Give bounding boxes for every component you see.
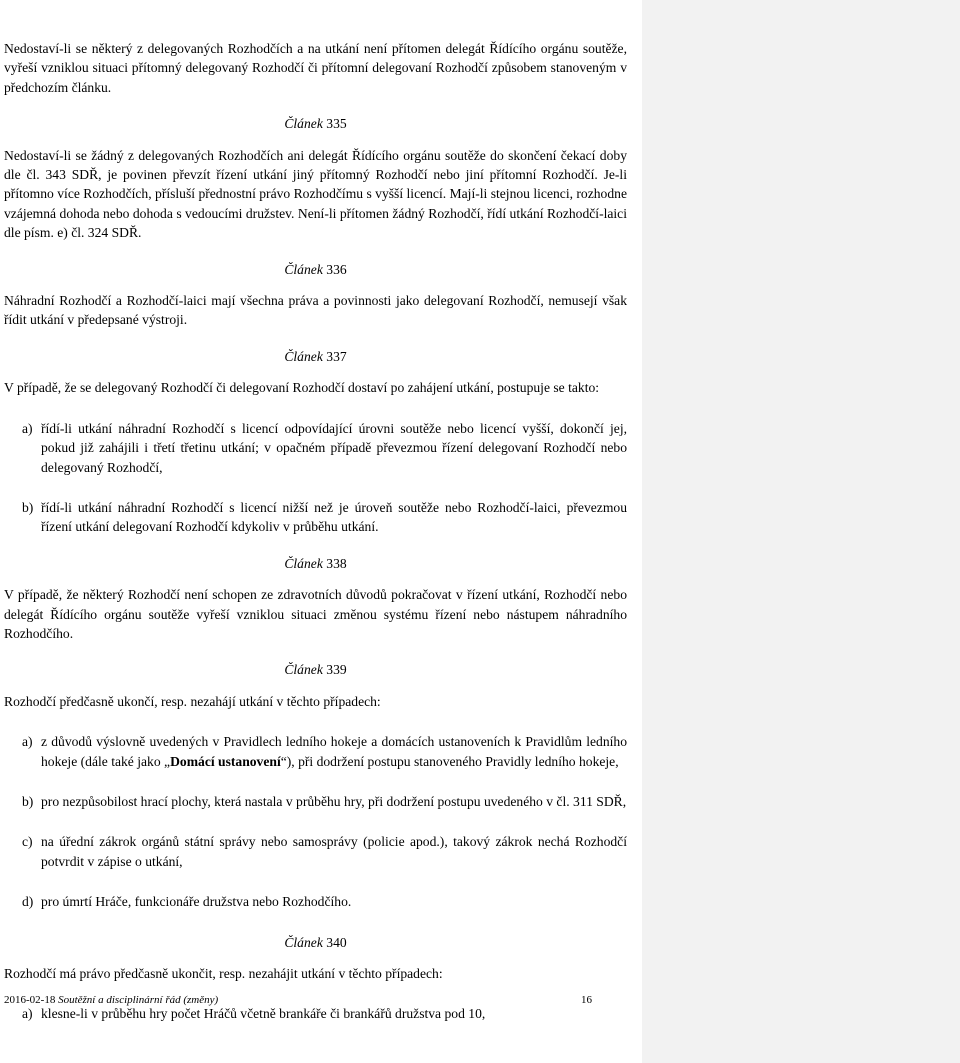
article-338-heading <box>4 554 627 573</box>
article-label: Článek <box>284 116 323 132</box>
page-number: 16 <box>581 994 592 1006</box>
article-label: Článek <box>284 261 323 277</box>
list-item-text: řídí-li utkání náhradní Rozhodčí s licencí odpovídající úrovni soutěže nebo licencí vyšší, dokončí jej, pokud již zahájili i třetí třetinu utkání; v opačném případě převezmou řízení delegovaní Rozhodčí nebo delegovaný Rozhodčí, <box>41 420 627 475</box>
intro-paragraph: Nedostaví-li se některý z delegovaných Rozhodčích a na utkání není přítomen delegát Řídícího orgánu soutěže, vyřeší vzniklou situaci přítomný delegovaný Rozhodčí či přítomní delegovaní Rozhodčí způsobem stanoveným v předchozím článku. <box>4 41 627 95</box>
comment-margin-pane <box>642 0 960 1063</box>
article-number: 337 <box>326 348 347 364</box>
article-340-heading <box>4 933 627 952</box>
list-item-text: pro nezpůsobilost hrací plochy, která nastala v průběhu hry, při dodržení postupu uvedeného v čl. 311 SDŘ, <box>41 793 627 809</box>
article-340-text: Rozhodčí má právo předčasně ukončit, resp. nezahájit utkání v těchto případech: <box>4 966 443 981</box>
list-item-text: řídí-li utkání náhradní Rozhodčí s licencí nižší než je úroveň soutěže nebo Rozhodčí-laici, převezmou řízení utkání delegovaní Rozhodčí kdykoliv v průběhu utkání. <box>41 499 627 535</box>
article-number: 338 <box>326 555 347 571</box>
list-item-text <box>41 732 627 771</box>
list-item-text: pro úmrtí Hráče, funkcionáře družstva nebo Rozhodčího. <box>41 894 352 910</box>
article-label: Článek <box>284 934 323 950</box>
list-item-text: klesne-li v průběhu hry počet Hráčů včetně brankáře či brankářů družstva pod 10, <box>41 1006 486 1022</box>
list-marker: a) <box>22 1006 33 1022</box>
list-marker: a) <box>22 420 33 436</box>
defined-term: Domácí ustanovení <box>170 753 281 769</box>
article-336-heading <box>4 260 627 279</box>
footer-document-title: Soutěžní a disciplinární řád (změny) <box>58 994 219 1006</box>
footer-date: 2016-02-18 <box>4 994 56 1006</box>
list-marker: c) <box>22 834 33 850</box>
article-336-text: Náhradní Rozhodčí a Rozhodčí-laici mají všechna práva a povinnosti jako delegovaní Rozhodčí, nemusejí však řídit utkání v předepsané výstroji. <box>4 293 627 328</box>
list-marker: b) <box>22 499 34 515</box>
article-339-item-a <box>4 732 627 771</box>
article-337-heading <box>4 347 627 366</box>
list-marker: b) <box>22 793 34 809</box>
article-number: 335 <box>326 116 347 132</box>
article-number: 336 <box>326 261 347 277</box>
article-337-text: V případě, že se delegovaný Rozhodčí či delegovaní Rozhodčí dostaví po zahájení utkání, postupuje se takto: <box>4 380 600 396</box>
list-item-text-part: z důvodů výslovně uvedených v Pravidlech ledního hokeje a domácích ustanoveních k Pravidlům ledního hokeje (dále také jako „ <box>41 734 627 769</box>
article-339-item-b <box>4 792 627 811</box>
article-number: 339 <box>326 662 347 678</box>
list-item-text: na úřední zákrok orgánů státní správy nebo samosprávy (policie apod.), takový zákrok nechá Rozhodčí potvrdit v zápise o utkání, <box>41 834 627 869</box>
document-body <box>4 39 627 1024</box>
article-339-text: Rozhodčí předčasně ukončí, resp. nezahájí utkání v těchto případech: <box>4 693 381 709</box>
article-338-text: V případě, že některý Rozhodčí není schopen ze zdravotních důvodů pokračovat v řízení utkání, Rozhodčí nebo delegát Řídícího orgánu soutěže vyřeší vzniklou situaci změnou systému řízení nebo nástupem náhradního Rozhodčího. <box>4 587 627 641</box>
list-marker: d) <box>22 894 34 910</box>
article-335-text: Nedostaví-li se žádný z delegovaných Rozhodčích ani delegát Řídícího orgánu soutěže do skončení čekací doby dle čl. 343 SDŘ, je povinen převzít řízení utkání jiný přítomný Rozhodčí nebo jiní přítomní Rozhodčí. Je-li přítomno více Rozhodčích, přísluší přednostní právo Rozhodčímu s vyšší licencí. Mají-li stejnou licenci, rozhodne vzájemná dohoda nebo dohoda s vedoucími družstev. Není-li přítomen žádný Rozhodčí, řídí utkání Rozhodčí-laici dle písm. e) čl. 324 SDŘ. <box>4 147 627 241</box>
article-339-heading <box>4 660 627 679</box>
page-footer <box>4 993 594 1007</box>
article-335-heading <box>4 114 627 133</box>
list-marker: a) <box>22 734 33 750</box>
article-label: Článek <box>284 662 323 678</box>
article-339-item-c <box>4 832 627 871</box>
article-label: Článek <box>284 555 323 571</box>
article-339-item-d <box>4 892 627 911</box>
article-340-item-a <box>4 1004 627 1023</box>
article-number: 340 <box>326 934 347 950</box>
list-item-text-part: “), při dodržení postupu stanoveného Pravidly ledního hokeje, <box>280 753 619 769</box>
article-337-item-a <box>4 419 627 477</box>
article-337-item-b <box>4 498 627 537</box>
article-label: Článek <box>284 348 323 364</box>
